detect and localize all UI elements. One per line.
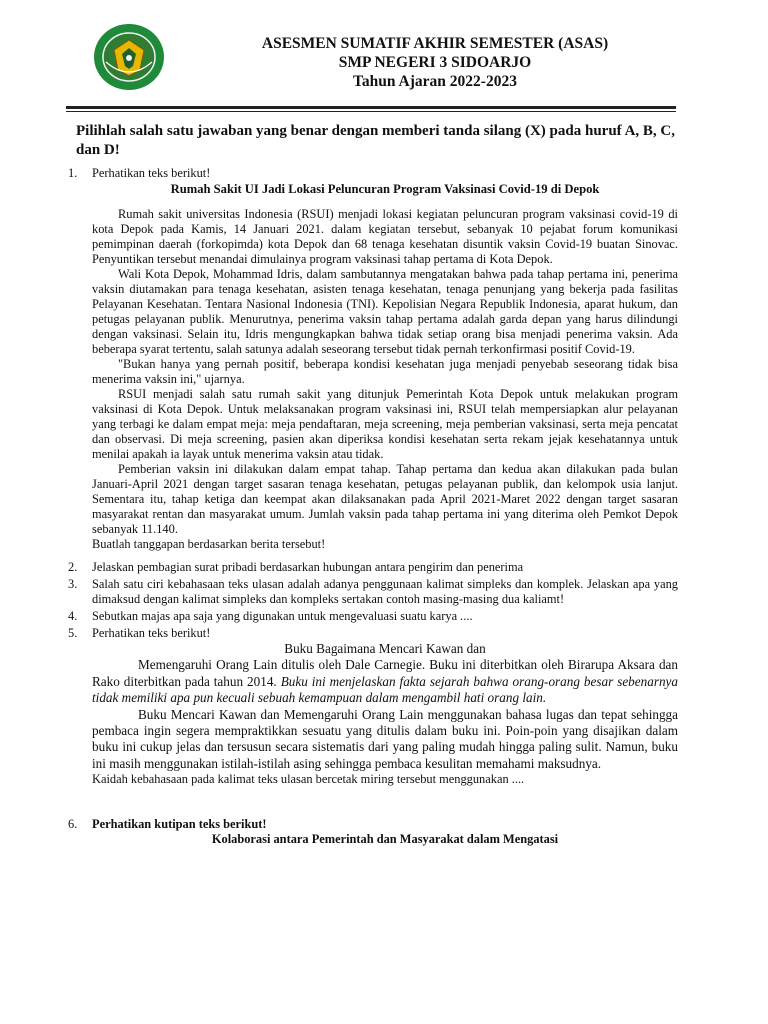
article-paragraph: Pemberian vaksin ini dilakukan dalam empat tahap. Tahap pertama dan kedua akan dilakukan pada bulan Januari-April 2021 dengan target sasaran tenaga kesehatan, petugas pelayanan publik, dan kelompok usia lanjut. Sementara itu, tahap ketiga dan keempat akan dilaksanakan pada April 2021-Maret 2022 dengan target sasaran masyarakat rentan dan masyarakat umum. Jumlah vaksin pada tahap pertama ini yang diterima oleh Pemkot Depok sebanyak 11.140. xyxy=(92,462,678,536)
question-4 xyxy=(66,609,678,624)
exam-title: ASESMEN SUMATIF AKHIR SEMESTER (ASAS) xyxy=(261,35,609,52)
academic-year: Tahun Ajaran 2022-2023 xyxy=(353,73,517,90)
question-intro: Perhatikan teks berikut! xyxy=(92,626,211,640)
review-title: Buku Bagaimana Mencari Kawan dan xyxy=(284,641,486,656)
question-intro: Perhatikan teks berikut! xyxy=(92,166,211,180)
question-number: 5. xyxy=(68,626,78,640)
question-number: 6. xyxy=(68,817,78,832)
header-rule-thin xyxy=(66,111,676,112)
question-number: 4. xyxy=(68,609,78,623)
school-emblem-icon xyxy=(92,22,166,92)
article-title: Rumah Sakit UI Jadi Lokasi Peluncuran Program Vaksinasi Covid-19 di Depok xyxy=(170,182,600,196)
question-intro: Perhatikan kutipan teks berikut! xyxy=(92,817,267,832)
questions xyxy=(66,166,678,847)
review-italic-text: Buku ini menjelaskan fakta sejarah bahwa orang-orang besar sebenarnya tidak memiliki apa pun kecuali sebuah kemampuan dalam mengambil hati orang lain. xyxy=(92,673,678,706)
question-number: 3. xyxy=(68,577,78,591)
review-paragraph: Buku Mencari Kawan dan Memengaruhi Orang Lain menggunakan bahasa lugas dan tepat sehingga pembaca ingin segera mempraktikkan sesuatu yang ditulis dalam buku ini. Poin-poin yang disajikan dalam buku ini cukup jelas dan tersusun secara sistematis dari yang paling mudah hingga paling sulit. Namun, buku ini masih menggunakan istilah-istilah asing sehingga pembaca kesulitan memahami maksudnya. xyxy=(92,706,678,771)
question-text: Salah satu ciri kebahasaan teks ulasan adalah adanya penggunaan kalimat simpleks dan komplek. Jelaskan apa yang dimaksud dengan kalimat simpleks dan kompleks sertakan contoh masing-masing dua kaliamt! xyxy=(92,577,678,606)
article-paragraph: Wali Kota Depok, Mohammad Idris, dalam sambutannya mengatakan bahwa pada tahap pertama ini, penerima vaksin diutamakan para tenaga kesehatan, asisten tenaga kesehatan, tenaga penunjang yang bekerja pada fasilitas Pelayanan Kesehatan. Tentara Nasional Indonesia (TNI). Kepolisian Negara Republik Indonesia, aparat hukum, dan petugas pelayanan publik. Menurutnya, penerima vaksin tahap pertama adalah garda depan yang harus dilindungi dengan vaksinasi. Selain itu, Idris mengungkapkan bahwa tidak setiap orang bisa menjadi penerima vaksin. Ada beberapa syarat tertentu, salah satunya adalah seseorang tersebut tidak pernah terkonfirmasi positif Covid-19. xyxy=(92,267,678,356)
question-text: Sebutkan majas apa saja yang digunakan untuk mengevaluasi suatu karya .... xyxy=(92,609,473,623)
review-text: Memengaruhi Orang Lain ditulis oleh Dale Carnegie. Buku ini diterbitkan oleh Birarupa Aksara dan Rako diterbitkan pada tahun 2014. xyxy=(92,657,678,689)
article-paragraph: RSUI menjadi salah satu rumah sakit yang ditunjuk Pemerintah Kota Depok untuk melakukan program vaksinasi di Kota Depok. Untuk melaksanakan program vaksinasi ini, RSUI telah mempersiapkan alur pelayanan yang terbagi ke dalam empat meja: meja pendaftaran, meja screening, meja pemberian vaksinasi, serta meja pencatat dan observasi. Di meja screening, pasien akan diperiksa kondisi kesehatan serta rekam jejak kesehatannya untuk menilai apakah ia layak untuk menerima vaksin atau tidak. xyxy=(92,387,678,461)
question-5 xyxy=(66,626,678,787)
school-name: SMP NEGERI 3 SIDOARJO xyxy=(338,54,532,71)
question-2 xyxy=(66,560,678,575)
article-paragraph: "Bukan hanya yang pernah positif, beberapa kondisi kesehatan juga menjadi penyebab seseorang tidak bisa menerima vaksin ini," ujarnya. xyxy=(92,357,678,386)
instruction-text: Pilihlah salah satu jawaban yang benar dengan memberi tanda silang (X) pada huruf A, B, C, dan D! xyxy=(76,123,676,158)
question-number: 2. xyxy=(68,560,78,574)
question-text: Jelaskan pembagian surat pribadi berdasarkan hubungan antara pengirim dan penerima xyxy=(92,560,524,574)
header-rule-thick xyxy=(66,106,676,109)
question-6 xyxy=(66,817,678,847)
question-1 xyxy=(66,166,678,552)
review-paragraph xyxy=(92,657,678,706)
question-task: Kaidah kebahasaan pada kalimat teks ulasan bercetak miring tersebut menggunakan .... xyxy=(92,772,525,787)
question-number: 1. xyxy=(68,166,78,180)
question-task: Buatlah tanggapan berdasarkan berita tersebut! xyxy=(92,537,326,551)
excerpt-title: Kolaborasi antara Pemerintah dan Masyarakat dalam Mengatasi xyxy=(211,832,559,847)
header-title-block xyxy=(200,34,670,91)
question-3 xyxy=(66,577,678,607)
document-header xyxy=(0,0,768,110)
article-paragraph: Rumah sakit universitas Indonesia (RSUI) menjadi lokasi kegiatan peluncuran program vaksinasi covid-19 di kota Depok pada Kamis, 14 Januari 2021. dalam kegiatan tersebut, sebanyak 10 pejabat forum komunikasi pemimpinan daerah (forkopimda) kota Depok dan 68 tenaga kesehatan disuntik vaksin Covid-19 buatan Sinovac. Penyuntikan tersebut menandai dimulainya program vaksinasi tahap pertama di Kota Depok. xyxy=(92,207,678,266)
